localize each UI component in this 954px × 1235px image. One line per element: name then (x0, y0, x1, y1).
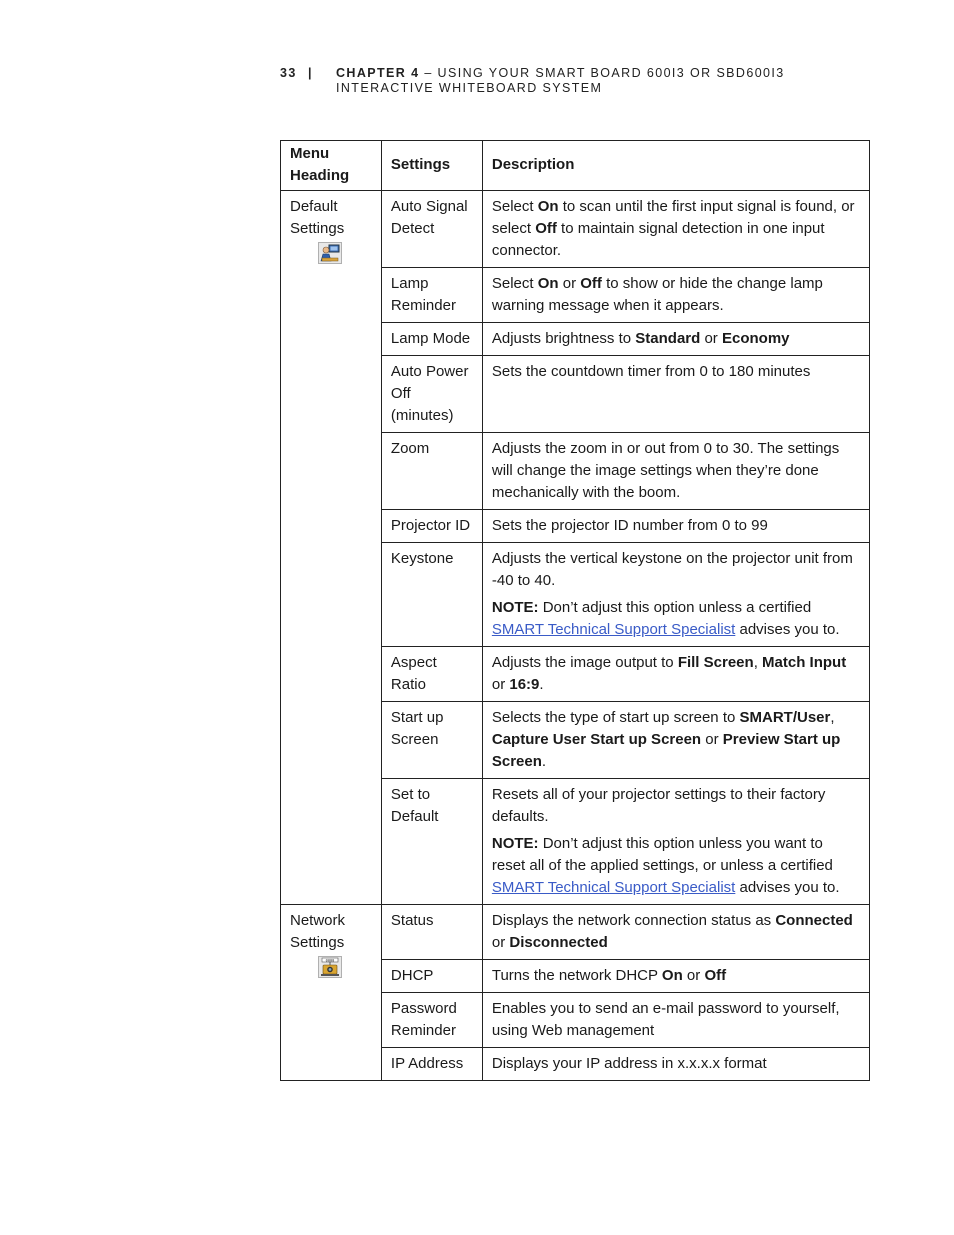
description-text: Select (491, 198, 538, 215)
bold-term: Standard (635, 330, 701, 347)
description-text: Sets the projector ID number from 0 to 99 (491, 517, 768, 534)
description-text: to show or hide the change lamp warning message when it appears. (491, 275, 823, 314)
setting-name: Projector ID (390, 517, 471, 534)
bold-term: 16:9 (509, 676, 540, 693)
setting-name: DHCP (390, 967, 434, 984)
header-separator: | (308, 66, 313, 80)
setting-cell (381, 543, 482, 647)
description-cell (482, 702, 869, 779)
settings-table (280, 140, 870, 1081)
description (492, 275, 823, 314)
description-cell (482, 543, 869, 647)
support-specialist-link[interactable]: SMART Technical Support Specialist (491, 621, 736, 638)
column-header-menu-heading: Menu Heading (281, 141, 382, 191)
description-text: Adjusts the vertical keystone on the projector unit from -40 to 40. (491, 550, 853, 589)
description (492, 967, 726, 984)
description-text: or (558, 275, 581, 292)
description-text: or (682, 967, 705, 984)
bold-term: Off (580, 275, 602, 292)
description-cell (482, 779, 869, 905)
table-body (281, 191, 870, 1081)
description-text: or (700, 330, 722, 347)
setting-name: Lamp Mode (390, 330, 471, 347)
column-header-description: Description (482, 141, 869, 191)
chapter-label: CHAPTER 4 (336, 66, 420, 80)
description (492, 440, 839, 501)
setting-cell (381, 960, 482, 993)
setting-name: Status (390, 912, 434, 929)
bold-term: Disconnected (509, 934, 608, 951)
setting-name: Aspect Ratio (390, 654, 437, 693)
setting-name: Auto Power Off (minutes) (390, 363, 469, 424)
description-text: Displays the network connection status as (491, 912, 776, 929)
description-text: . (539, 676, 544, 693)
description-text: advises you to. (735, 879, 840, 896)
table-row (281, 905, 870, 960)
setting-name: Lamp Reminder (390, 275, 456, 314)
bold-term: Economy (721, 330, 790, 347)
description-text: Adjusts the zoom in or out from 0 to 30. The settings will change the image settings when they’re done mechanically with the boom. (491, 440, 840, 501)
menu-heading: Network Settings (290, 912, 346, 951)
description (492, 1055, 767, 1072)
description-text: Enables you to send an e-mail password to yourself, using Web management (491, 1000, 840, 1039)
setting-cell (381, 191, 482, 268)
note (492, 597, 860, 641)
description-cell (482, 268, 869, 323)
description-text: Adjusts the image output to (491, 654, 678, 671)
description-cell (482, 1048, 869, 1081)
description (492, 517, 768, 534)
description (492, 198, 855, 259)
description-cell (482, 993, 869, 1048)
description (492, 709, 840, 770)
description-cell (482, 510, 869, 543)
default-settings-icon (318, 242, 342, 264)
note (492, 833, 860, 899)
bold-term: NOTE: (491, 599, 539, 616)
description-text: Turns the network DHCP (491, 967, 662, 984)
bold-term: On (537, 275, 559, 292)
description-text: advises you to. (735, 621, 840, 638)
setting-cell (381, 268, 482, 323)
description-text: Selects the type of start up screen to (491, 709, 740, 726)
bold-term: Match Input (762, 654, 847, 671)
description-cell (482, 323, 869, 356)
description-text: Don’t adjust this option unless a certified (538, 599, 812, 616)
description-cell (482, 960, 869, 993)
description-text: Adjusts brightness to (491, 330, 636, 347)
bold-term: Off (704, 967, 727, 984)
description (492, 786, 825, 825)
setting-cell (381, 905, 482, 960)
description-text: , (753, 654, 763, 671)
setting-cell (381, 779, 482, 905)
description-text: . (541, 753, 547, 770)
setting-cell (381, 433, 482, 510)
bold-term: Preview Start up Screen (491, 731, 841, 770)
setting-cell (381, 702, 482, 779)
bold-term: Connected (775, 912, 853, 929)
description (492, 550, 853, 589)
setting-name: Password Reminder (390, 1000, 457, 1039)
description-cell (482, 433, 869, 510)
bold-term: NOTE: (491, 835, 539, 852)
description-text: to maintain signal detection in one input connector. (491, 220, 825, 259)
description (492, 912, 853, 951)
setting-cell (381, 1048, 482, 1081)
setting-name: Set to Default (390, 786, 439, 825)
setting-cell (381, 993, 482, 1048)
description-text: to scan until the first input signal is found, or select (491, 198, 855, 237)
table-row (281, 191, 870, 268)
setting-cell (381, 647, 482, 702)
column-header-settings: Settings (381, 141, 482, 191)
description-text: Sets the countdown timer from 0 to 180 minutes (491, 363, 811, 380)
table-header-row (281, 141, 870, 191)
description-text: or (491, 934, 510, 951)
description-text: Select (491, 275, 538, 292)
description-cell (482, 356, 869, 433)
description-cell (482, 647, 869, 702)
description (492, 1000, 840, 1039)
setting-cell (381, 510, 482, 543)
description (492, 654, 846, 693)
bold-term: On (661, 967, 683, 984)
description-cell (482, 905, 869, 960)
chapter-title: – USING YOUR SMART BOARD 600I3 OR SBD600I3 INTERACTIVE WHITEBOARD SYSTEM (336, 66, 785, 95)
setting-name: Keystone (390, 550, 454, 567)
svg-text:0000: 0000 (325, 958, 335, 963)
description-text: Resets all of your projector settings to their factory defaults. (491, 786, 826, 825)
menu-heading: Default Settings (290, 198, 345, 237)
menu-heading-cell (281, 905, 382, 1081)
network-settings-icon (318, 956, 342, 978)
description (492, 363, 811, 380)
menu-heading-cell (281, 191, 382, 905)
description-cell (482, 191, 869, 268)
description (492, 330, 790, 347)
setting-name: IP Address (390, 1055, 464, 1072)
setting-name: Auto Signal Detect (390, 198, 468, 237)
bold-term: SMART/User (739, 709, 831, 726)
description-text: Displays your IP address in x.x.x.x format (491, 1055, 767, 1072)
setting-cell (381, 356, 482, 433)
description-text: or (491, 676, 510, 693)
setting-name: Zoom (390, 440, 430, 457)
page-number: 33 (280, 66, 297, 80)
bold-term: On (537, 198, 559, 215)
chapter-heading (336, 66, 876, 96)
bold-term: Fill Screen (677, 654, 754, 671)
description-text: , (830, 709, 835, 726)
description-text: Don’t adjust this option unless you want to reset all of the applied settings, or unless a certified (491, 835, 833, 874)
setting-cell (381, 323, 482, 356)
description-text: or (701, 731, 723, 748)
support-specialist-link[interactable]: SMART Technical Support Specialist (491, 879, 736, 896)
bold-term: Off (535, 220, 557, 237)
setting-name: Start up Screen (390, 709, 444, 748)
bold-term: Capture User Start up Screen (491, 731, 702, 748)
